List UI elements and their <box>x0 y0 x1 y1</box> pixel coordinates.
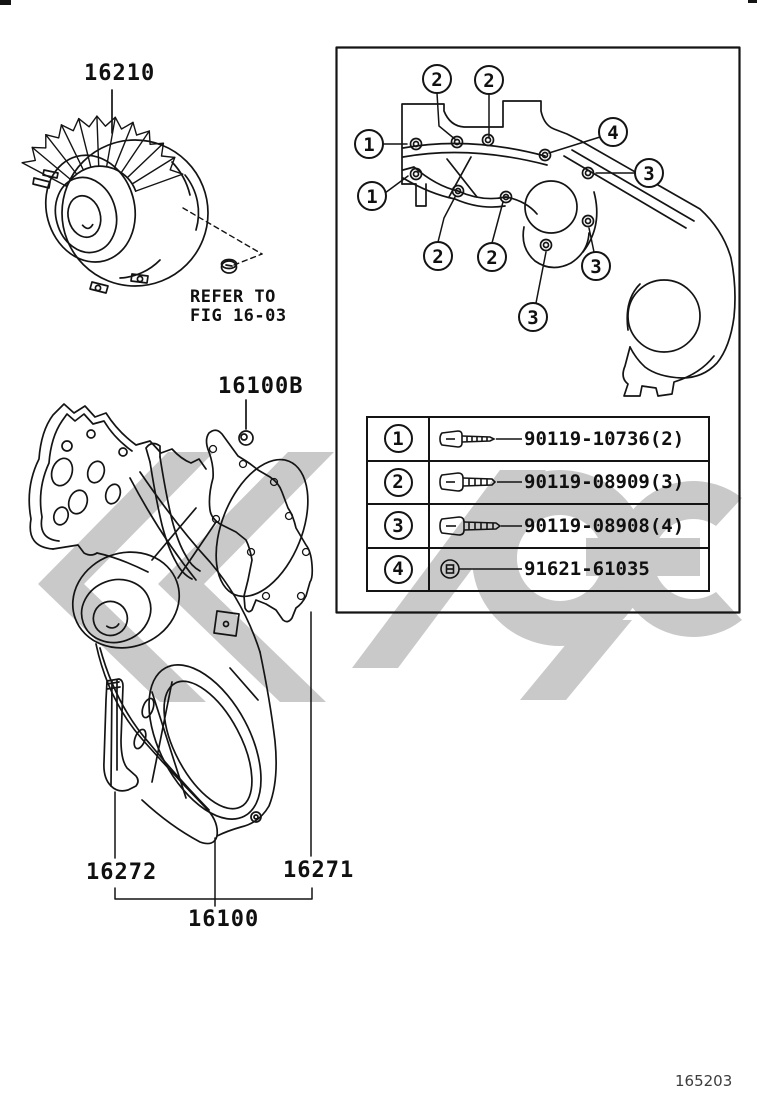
hex-bolt-icon <box>438 468 524 496</box>
callout-2d: 2 <box>486 247 498 269</box>
bolt-markers <box>411 135 594 251</box>
callout-2c: 2 <box>432 246 444 268</box>
legend-callout-1: 1 <box>384 424 413 453</box>
part-label-16100: 16100 <box>188 907 260 932</box>
stud-bolt-icon <box>438 555 524 583</box>
part-label-16272: 16272 <box>86 860 158 885</box>
callout-3a: 3 <box>643 163 655 185</box>
legend-callout-3: 3 <box>384 511 413 540</box>
callout-1a: 1 <box>363 134 375 156</box>
fastener-legend-table <box>366 416 710 592</box>
legend-callout-4: 4 <box>384 555 413 584</box>
pin-drawing <box>239 400 253 445</box>
dashed-leader <box>183 208 262 265</box>
part-label-16100B: 16100B <box>218 374 304 399</box>
part-number: 91621-61035 <box>524 558 650 581</box>
part-number: 90119-08908(4) <box>524 514 685 537</box>
table-row <box>368 460 708 504</box>
refer-note-line2: FIG 16-03 <box>190 306 287 326</box>
fan-fins <box>22 116 183 191</box>
callout-4: 4 <box>607 122 619 144</box>
page-code: 165203 <box>675 1072 733 1090</box>
table-row <box>368 418 708 460</box>
callout-2b: 2 <box>483 70 495 92</box>
stick-drawing <box>104 679 138 791</box>
part-number: 90119-08909(3) <box>524 471 685 494</box>
part-number: 90119-10736(2) <box>524 427 685 450</box>
table-row <box>368 503 708 547</box>
hex-bolt-icon <box>438 512 524 540</box>
callout-1b: 1 <box>366 186 378 208</box>
part-label-16210: 16210 <box>84 61 156 86</box>
hex-bolt-icon <box>438 425 524 453</box>
part-label-16271: 16271 <box>283 858 355 883</box>
callout-3c: 3 <box>527 307 539 329</box>
fan-clutch-drawing <box>22 90 262 293</box>
nut-drawing <box>222 260 237 274</box>
callout-3b: 3 <box>590 256 602 278</box>
scan-artifacts <box>0 0 757 5</box>
callout-2a: 2 <box>431 69 443 91</box>
table-row <box>368 547 708 591</box>
legend-callout-2: 2 <box>384 468 413 497</box>
refer-note-line1: REFER TO <box>190 287 276 307</box>
